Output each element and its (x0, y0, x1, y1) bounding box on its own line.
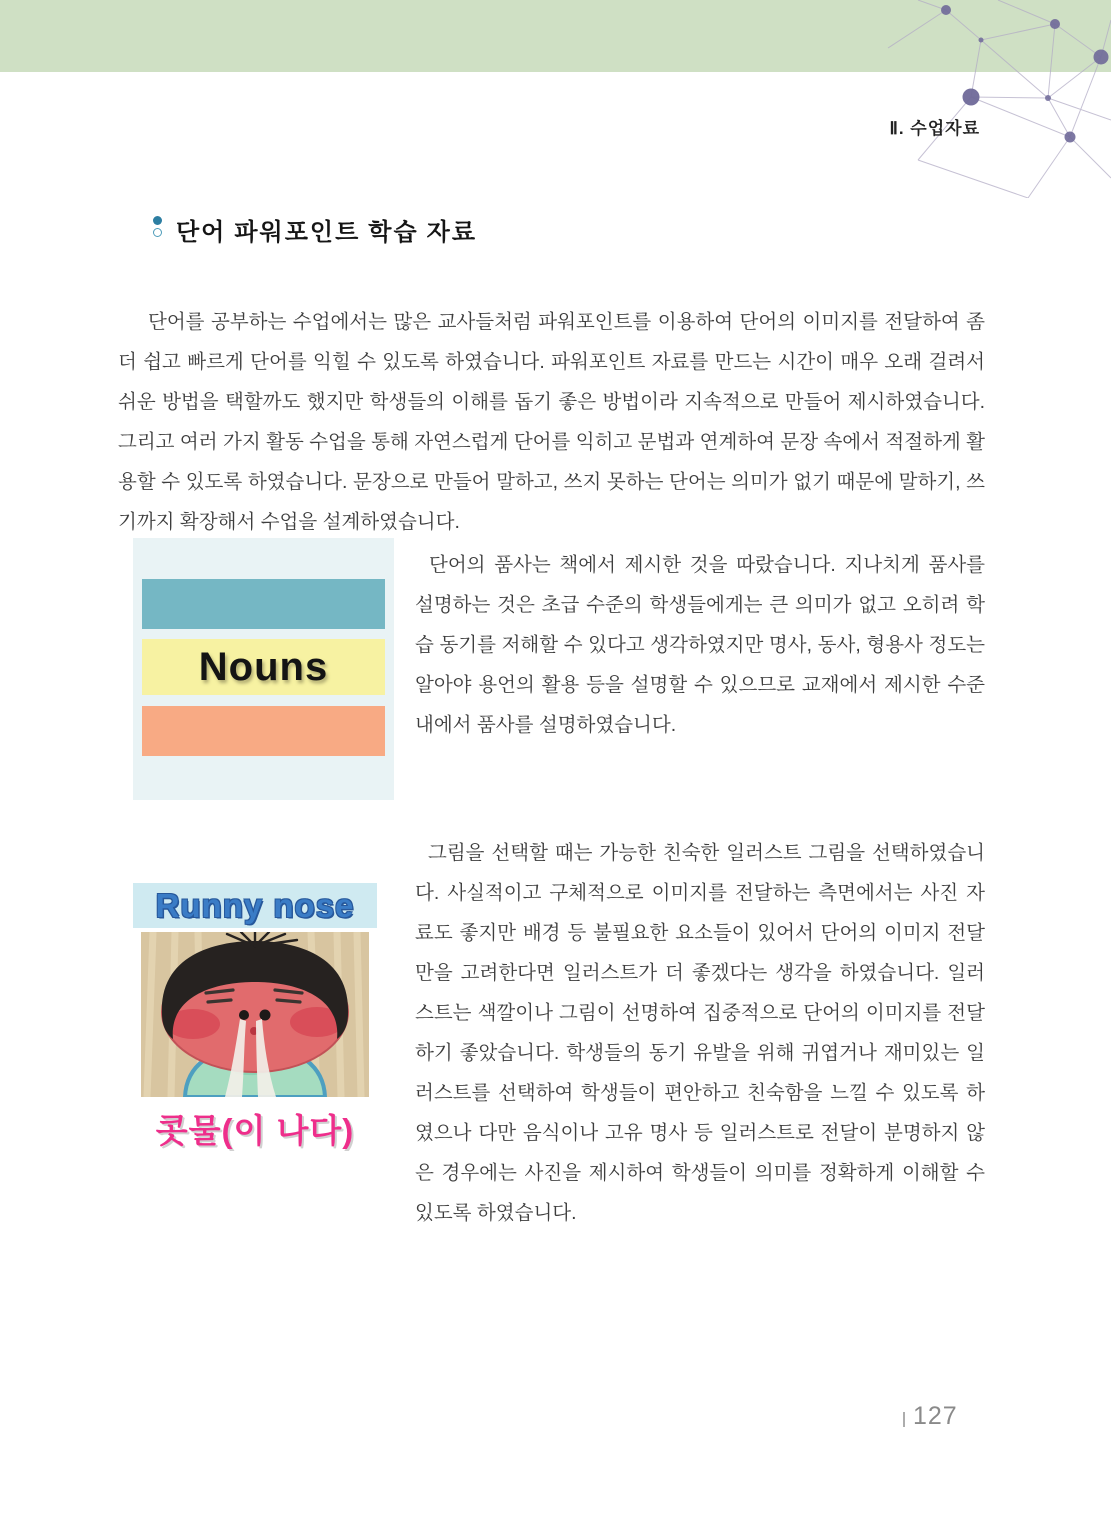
page-number-tick-icon (903, 1412, 905, 1427)
page-number-row (903, 1402, 958, 1431)
slide-bar-teal (142, 579, 385, 629)
nouns-slide-label: Nouns (198, 644, 329, 689)
slide-bar-orange (142, 706, 385, 756)
section-title-row (153, 212, 477, 247)
section-title: 단어 파워포인트 학습 자료 (176, 220, 478, 246)
paragraph-intro: 단어를 공부하는 수업에서는 많은 교사들처럼 파워포인트를 이용하여 단어의 이미지를 전달하여 좀더 쉽고 빠르게 단어를 익힐 수 있도록 하였습니다. 파워포인트 자료를 만드는 시간이 매우 오래 걸려서 쉬운 방법을 택할까도 했지만 학생들의 이해를 돕기 좋은 방법이라 지속적으로 만들어 제시하였습니다. 그리고 여러 가지 활동 수업을 통해 자연스럽게 단어를 익히고 문법과 연계하여 문장 속에서 적절하게 활용할 수 있도록 하였습니다. 문장으로 만들어 말하고, 쓰지 못하는 단어는 의미가 없기 때문에 말하기, 쓰기까지 확장해서 수업을 설계하였습니다. (118, 310, 986, 533)
section-bullet-icon (153, 216, 163, 237)
page-number: 127 (913, 1402, 958, 1430)
runny-nose-title-band (133, 883, 377, 928)
nouns-slide-figure (133, 538, 394, 800)
runny-nose-illustration (141, 932, 369, 1097)
slide-bar-yellow (142, 639, 385, 695)
runny-nose-title: Runny nose (155, 886, 355, 924)
bullet-dot-filled-icon (153, 216, 162, 225)
paragraph-parts-of-speech: 단어의 품사는 책에서 제시한 것을 따랐습니다. 지나치게 품사를 설명하는 것은 초급 수준의 학생들에게는 큰 의미가 없고 오히려 학습 동기를 저해할 수 있다고 생각하였지만 명사, 동사, 형용사 정도는 알아야 용언의 활용 등을 설명할 수 있으므로 교재에서 제시한 수준 내에서 품사를 설명하였습니다. (415, 553, 985, 736)
paragraph-illustration-choice: 그림을 선택할 때는 가능한 친숙한 일러스트 그림을 선택하였습니다. 사실적이고 구체적으로 이미지를 전달하는 측면에서는 사진 자료도 좋지만 배경 등 불필요한 요소들이 있어서 단어의 이미지 전달만을 고려한다면 일러스트가 더 좋겠다는 생각을 하였습니다. 일러스트는 색깔이나 그림이 선명하여 집중적으로 단어의 이미지를 전달하기 좋았습니다. 학생들의 동기 유발을 위해 귀엽거나 재미있는 일러스트를 선택하여 학생들이 편안하고 친숙함을 느낄 수 있도록 하였으나 다만 음식이나 고유 명사 등 일러스트로 전달이 분명하지 않은 경우에는 사진을 제시하여 학생들이 의미를 정확하게 이해할 수 있도록 하였습니다. (415, 841, 985, 1224)
network-decoration-graphic (878, 0, 1111, 198)
bullet-dot-outline-icon (153, 228, 162, 237)
chapter-breadcrumb: Ⅱ. 수업자료 (889, 119, 980, 138)
runny-nose-caption: 콧물(이 나다) (155, 1112, 355, 1149)
runny-nose-slide-figure (133, 883, 377, 1152)
